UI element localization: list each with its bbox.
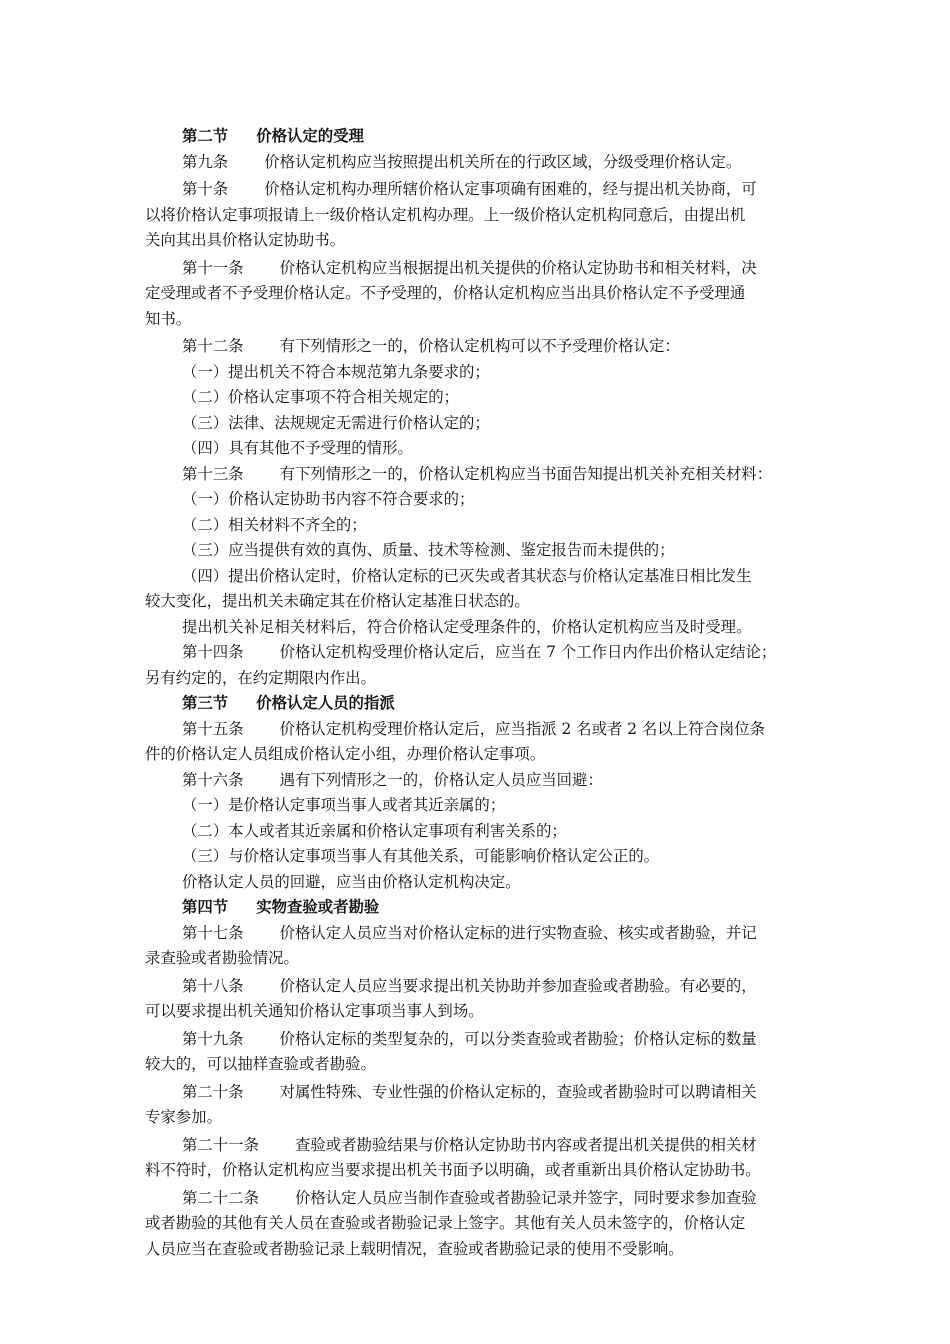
article-label: 第十六条 [182,770,244,789]
section-title: 价格认定人员的指派 [256,694,395,712]
article-text-continued: 录查验或者勘验情况。 [145,949,299,967]
section-title: 实物查验或者勘验 [256,898,380,916]
article-22 [145,1186,815,1212]
article-text-continued: 件的价格认定人员组成价格认定小组，办理价格认定事项。 [145,745,546,763]
article-text: 价格认定机构应当按照提出机关所在的行政区域，分级受理价格认定。 [264,152,742,171]
article-label: 第十四条 [182,643,244,661]
article-text: 价格认定机构受理价格认定后，应当指派 2 名或者 2 名以上符合岗位条 [279,719,766,738]
article-text-continued: 可以要求提出机关通知价格认定事项当事人到场。 [145,1002,484,1020]
list-item: （三）应当提供有效的真伪、质量、技术等检测、鉴定报告而未提供的； [182,541,675,559]
article-text: 价格认定人员应当制作查验或者勘验记录并签字，同时要求参加查验 [294,1188,757,1207]
section-number: 第四节 [182,898,229,916]
article-label: 第九条 [182,152,229,171]
article-closing: 价格认定人员的回避，应当由价格认定机构决定。 [182,872,521,891]
section-number: 第二节 [182,127,229,145]
article-18 [145,974,815,1000]
article-text-continued: 知书。 [145,309,192,328]
article-text: 价格认定机构办理所辖价格认定事项确有困难的，经与提出机关协商，可 [264,180,757,198]
list-item-continued: 较大变化，提出机关未确定其在价格认定基准日状态的。 [145,592,530,610]
article-text: 价格认定机构应当根据提出机关提供的价格认定协助书和相关材料，决 [279,258,757,277]
document-page [145,124,815,1262]
article-text: 有下列情形之一的，价格认定机构应当书面告知提出机关补充相关材料： [279,464,773,483]
article-closing: 提出机关补足相关材料后，符合价格认定受理条件的，价格认定机构应当及时受理。 [182,617,752,636]
article-text: 价格认定标的类型复杂的，可以分类查验或者勘验；价格认定标的数量 [279,1029,757,1048]
article-text-continued: 人员应当在查验或者勘验记录上载明情况，查验或者勘验记录的使用不受影响。 [145,1239,684,1258]
article-text-continued: 关向其出具价格认定协助书。 [145,231,346,249]
article-text-continued: 另有约定的，在约定期限内作出。 [145,668,376,687]
article-15 [145,717,815,743]
article-label: 第十九条 [182,1029,244,1048]
section-heading [145,895,815,921]
article-label: 第二十条 [182,1082,244,1101]
list-item: （二）本人或者其近亲属和价格认定事项有利害关系的； [182,821,567,840]
article-label: 第十一条 [182,258,244,277]
list-item: （二）价格认定事项不符合相关规定的； [182,388,460,406]
article-label: 第十二条 [182,337,244,355]
list-item: （一）是价格认定事项当事人或者其近亲属的； [182,796,506,814]
article-text-continued: 较大的，可以抽样查验或者勘验。 [145,1055,376,1073]
article-text-continued: 专家参加。 [145,1108,222,1126]
article-19 [145,1027,815,1053]
article-text: 查验或者勘验结果与价格认定协助书内容或者提出机关提供的相关材 [294,1135,757,1154]
article-text: 有下列情形之一的，价格认定机构可以不予受理价格认定： [279,337,680,355]
article-label: 第二十一条 [182,1135,259,1154]
article-text-continued: 或者勘验的其他有关人员在查验或者勘验记录上签字。其他有关人员未签字的，价格认定 [145,1214,746,1232]
article-label: 第十八条 [182,976,244,995]
article-20 [145,1080,815,1106]
section-number: 第三节 [182,694,229,712]
article-label: 第十条 [182,180,229,198]
article-text-continued: 料不符时，价格认定机构应当要求提出机关书面予以明确，或者重新出具价格认定协助书。 [145,1161,761,1179]
list-item: （一）提出机关不符合本规范第九条要求的； [182,362,490,381]
list-item: （三）法律、法规规定无需进行价格认定的； [182,413,490,432]
article-label: 第十三条 [182,464,244,483]
list-item: （四）提出价格认定时，价格认定标的已灭失或者其状态与价格认定基准日相比发生 [182,566,752,585]
article-text: 价格认定人员应当对价格认定标的进行实物查验、核实或者勘验，并记 [279,923,757,942]
article-text: 遇有下列情形之一的，价格认定人员应当回避： [279,770,603,789]
list-item: （一）价格认定协助书内容不符合要求的； [182,490,475,508]
article-14 [145,640,815,666]
list-item: （四）具有其他不予受理的情形。 [182,439,413,457]
article-text-continued: 以将价格认定事项报请上一级价格认定机构办理。上一级价格认定机构同意后，由提出机 [145,205,746,224]
article-13 [145,462,815,488]
section-heading [145,124,815,150]
article-label: 第十五条 [182,719,244,738]
section-title: 价格认定的受理 [256,127,364,145]
article-label: 第二十二条 [182,1188,259,1207]
section-heading [145,691,815,717]
article-label: 第十七条 [182,923,244,942]
article-16 [145,768,815,794]
article-10 [145,177,815,203]
list-item: （三）与价格认定事项当事人有其他关系，可能影响价格认定公正的。 [182,847,660,865]
article-17 [145,921,815,947]
article-12 [145,334,815,360]
list-item: （二）相关材料不齐全的； [182,515,367,534]
article-text-continued: 定受理或者不予受理价格认定。不予受理的，价格认定机构应当出具价格认定不予受理通 [145,284,746,302]
article-text: 价格认定机构受理价格认定后，应当在 7 个工作日内作出价格认定结论； [279,643,777,661]
article-21 [145,1133,815,1159]
article-text: 价格认定人员应当要求提出机关协助并参加查验或者勘验。有必要的， [279,976,757,995]
article-9 [145,150,815,176]
article-text: 对属性特殊、专业性强的价格认定标的，查验或者勘验时可以聘请相关 [279,1082,757,1101]
article-11 [145,256,815,282]
